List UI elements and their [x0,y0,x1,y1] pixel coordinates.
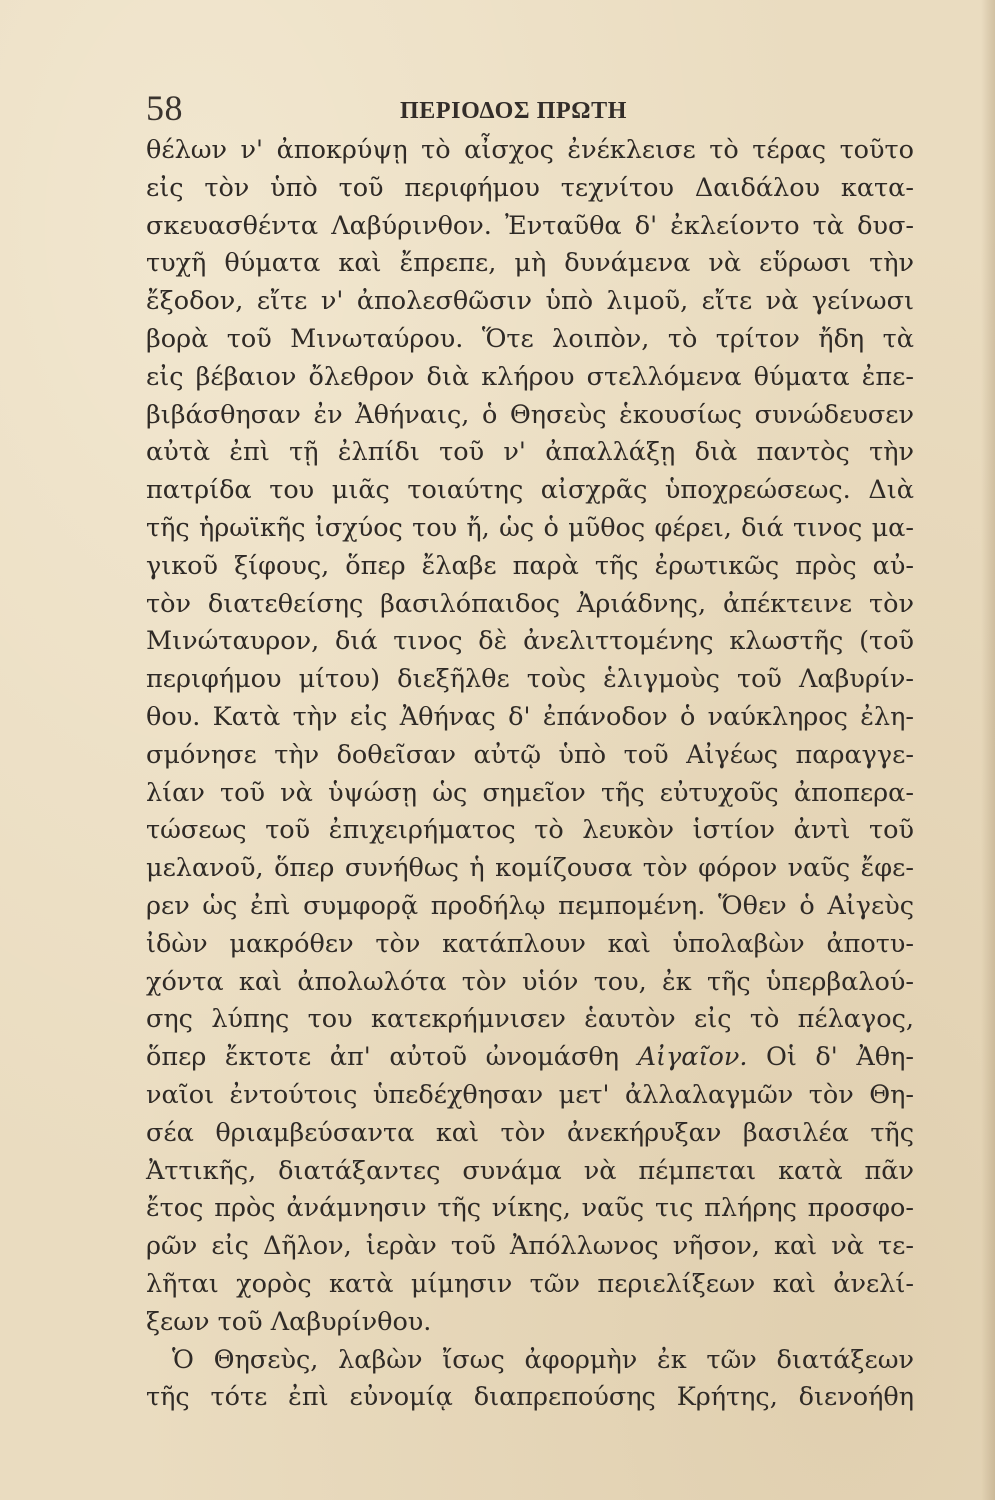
text-line: τῆς ἡρωϊκῆς ἰσχύος του ἤ, ὡς ὁ μῦθος φέρει, διά τινος μα- [146,512,914,543]
text-line: θέλων ν' ἀποκρύψῃ τὸ αἶσχος ἐνέκλεισε τὸ τέρας τοῦτο [146,135,914,165]
text-line-with-italic [146,1039,914,1077]
text-line: γικοῦ ξίφους, ὅπερ ἔλαβε παρὰ τῆς ἐρωτικῶς πρὸς αὐ- [146,550,914,581]
text-line: τυχῆ θύματα καὶ ἔπρεπε, μὴ δυνάμενα νὰ εὕρωσι τὴν [146,248,914,279]
text-line: σέα θριαμβεύσαντα καὶ τὸν ἀνεκήρυξαν βασιλέα τῆς [146,1117,914,1148]
italic-word: Αἰγαῖον. [637,1042,748,1073]
paragraph-last-line: ξεων τοῦ Λαβυρίνθου. [146,1306,432,1337]
text-line: ρεν ὡς ἐπὶ συμφορᾷ προδήλῳ πεμπομένη. Ὅθεν ὁ Αἰγεὺς [146,890,914,921]
text-line: ἰδὼν μακρόθεν τὸν κατάπλουν καὶ ὑπολαβὼν ἀποτυ- [146,928,914,959]
body-text [146,132,914,1417]
page-edge-shadow [981,0,995,1500]
text-line: βιβάσθησαν ἐν Ἀθήναις, ὁ Θησεὺς ἑκουσίως συνώδευσεν [146,399,914,430]
text-line: ἔξοδον, εἴτε ν' ἀπολεσθῶσιν ὑπὸ λιμοῦ, εἴτε νὰ γείνωσι [146,286,914,317]
text-line: ρῶν εἰς Δῆλον, ἱερὰν τοῦ Ἀπόλλωνος νῆσον, καὶ νὰ τε- [146,1231,914,1262]
text-fragment: Οἱ δ' Ἀθη- [747,1042,915,1073]
page-number: 58 [146,88,183,128]
text-line: περιφήμου μίτου) διεξῆλθε τοὺς ἑλιγμοὺς τοῦ Λαβυρίν- [146,664,914,695]
text-line: τώσεως τοῦ ἐπιχειρήματος τὸ λευκὸν ἱστίον ἀντὶ τοῦ [146,815,914,846]
text-line: Ἀττικῆς, διατάξαντες συνάμα νὰ πέμπεται κατὰ πᾶν [146,1155,914,1186]
text-line: αὐτὰ ἐπὶ τῇ ἐλπίδι τοῦ ν' ἀπαλλάξῃ διὰ παντὸς τὴν [146,437,914,468]
text-fragment: ὅπερ ἔκτοτε ἀπ' αὐτοῦ ὠνομάσθη [146,1042,638,1073]
text-line: τῆς τότε ἐπὶ εὐνομίᾳ διαπρεπούσης Κρήτης, διενοήθη [146,1382,914,1413]
running-title: ΠΕΡΙΟΔΟΣ ΠΡΩΤΗ [400,98,627,124]
text-line: θου. Κατὰ τὴν εἰς Ἀθήνας δ' ἐπάνοδον ὁ ναύκληρος ἐλη- [146,701,914,732]
paragraph-first-line: Ὁ Θησεὺς, λαβὼν ἴσως ἀφορμὴν ἐκ τῶν διατάξεων [172,1344,914,1375]
text-line: ναῖοι ἐντούτοις ὑπεδέχθησαν μετ' ἀλλαλαγμῶν τὸν Θη- [146,1079,914,1110]
text-line: χόντα καὶ ἀπολωλότα τὸν υἱόν του, ἐκ τῆς ὑπερβαλού- [146,966,914,997]
text-line: λίαν τοῦ νὰ ὑψώσῃ ὡς σημεῖον τῆς εὐτυχοῦς ἀποπερα- [146,777,914,808]
text-line: πατρίδα του μιᾶς τοιαύτης αἰσχρᾶς ὑποχρεώσεως. Διὰ [146,475,914,506]
text-line: τὸν διατεθείσης βασιλόπαιδος Ἀριάδνης, ἀπέκτεινε τὸν [146,588,914,619]
text-line: εἰς βέβαιον ὄλεθρον διὰ κλήρου στελλόμενα θύματα ἐπε- [146,361,914,392]
text-line: σκευασθέντα Λαβύρινθον. Ἐνταῦθα δ' ἐκλείοντο τὰ δυσ- [146,210,914,241]
text-line: λῆται χορὸς κατὰ μίμησιν τῶν περιελίξεων καὶ ἀνελί- [146,1268,914,1299]
text-line: σης λύπης του κατεκρήμνισεν ἑαυτὸν εἰς τὸ πέλαγος, [146,1004,914,1035]
text-line: εἰς τὸν ὑπὸ τοῦ περιφήμου τεχνίτου Δαιδάλου κατα- [146,172,914,203]
text-line: σμόνησε τὴν δοθεῖσαν αὐτῷ ὑπὸ τοῦ Αἰγέως παραγγε- [146,739,914,770]
text-line: ἔτος πρὸς ἀνάμνησιν τῆς νίκης, ναῦς τις πλήρης προσφο- [146,1193,914,1224]
text-line: Μινώταυρον, διά τινος δὲ ἀνελιττομένης κλωστῆς (τοῦ [146,626,914,657]
text-line: βορὰ τοῦ Μινωταύρου. Ὅτε λοιπὸν, τὸ τρίτον ἤδη τὰ [146,323,914,354]
text-line: μελανοῦ, ὅπερ συνήθως ἡ κομίζουσα τὸν φόρον ναῦς ἔφε- [146,853,914,884]
